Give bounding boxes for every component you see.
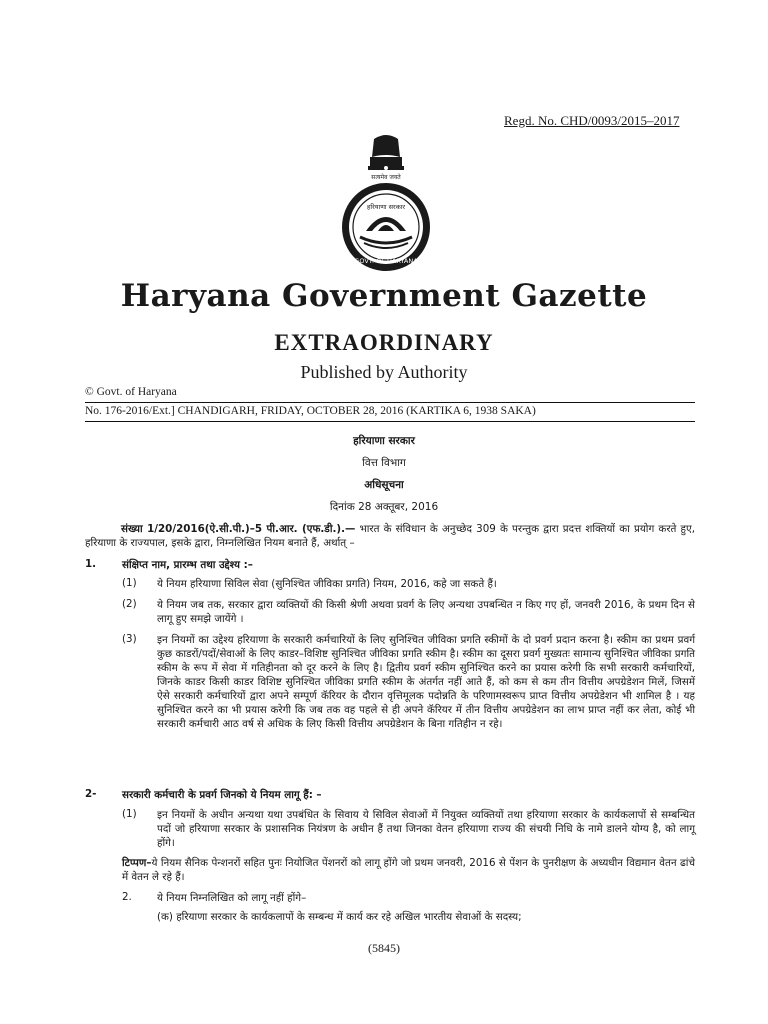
copyright-notice: © Govt. of Haryana [85,386,177,398]
note-paragraph [122,856,695,884]
ring-text: GOVT. OF HARYANA [354,257,418,265]
page-number: (5845) [368,941,400,955]
clause-2-2a-text: (क) हरियाणा सरकार के कार्यकलापों के सम्बन्ध में कार्य कर रहे अखिल भारतीय सेवाओं के सदस्य; [157,911,522,923]
gazette-title: Haryana Government Gazette [120,278,648,314]
clause-2-1-text: इन नियमों के अधीन अन्यथा यथा उपबंधित के सिवाय ये सिविल सेवाओं में नियुक्त व्यक्तियों तथा हरियाणा सरकार के कार्यकलापों से सम्बन्धित पदों जो हरियाणा सरकार के प्रशासनिक नियंत्रण के अधीन हैं तथा जिनका वेतन हरियाणा राज्य की संचयी निधि के नामे डालने योग्य है, को लागू होंगे। [157,809,695,849]
issue-number: No. 176-2016/Ext.] [85,405,175,417]
notification-heading: अधिसूचना [364,479,404,491]
divider-bottom [85,421,695,422]
note-label: टिप्पण– [122,857,152,869]
extraordinary-heading: EXTRAORDINARY [274,330,494,355]
registration-number: Regd. No. CHD/0093/2015–2017 [504,113,680,128]
seal-text: हरियाणा सरकार [366,203,406,211]
issue-line [85,405,695,417]
department-name: वित्त विभाग [362,457,406,469]
note-text: ये नियम सैनिक पेन्शनरों सहित पुनः नियोजित पेंशनरों को लागू होंगे जो प्रथम जनवरी, 2016 से पेंशन के पुनरीक्षण के अध्यधीन विद्यमान वेतन ढांचे में वेतन ले रहे हैं। [122,857,695,883]
notification-date: दिनांक 28 अक्तूबर, 2016 [329,501,439,513]
divider-top [85,402,695,403]
section-2-title: सरकारी कर्मचारी के प्रवर्ग जिनको ये नियम लागू हैं: – [122,789,322,801]
government-name: हरियाणा सरकार [353,435,415,447]
notification-reference: संख्या 1/20/2016(ऐ.सी.पी.)–5 पी.आर. (एफ.डी.).— [121,523,356,535]
motto-text: सत्यमेव जयते [371,174,401,181]
clause-2-2-number: 2. [122,891,132,903]
clause-2-1-number: (1) [122,808,137,820]
clause-1-3-number: (3) [122,633,137,645]
published-by-authority: Published by Authority [300,362,468,382]
clause-1-1-text: ये नियम हरियाणा सिविल सेवा (सुनिश्चित जीविका प्रगति) नियम, 2016, कहे जा सकते हैं। [157,578,497,590]
issue-place-date: CHANDIGARH, FRIDAY, OCTOBER 28, 2016 (KARTIKA 6, 1938 SAKA) [177,405,536,417]
section-2-number: 2- [85,788,97,800]
state-emblem-icon [330,133,442,273]
intro-text: भारत के संविधान के अनुच्छेद 309 के परन्तुक द्वारा प्रदत्त शक्तियों का प्रयोग करते हुए, हरियाणा के राज्यपाल, इसके द्वारा, निम्नलिखित नियम बनाते हैं, अर्थात् – [85,523,695,549]
clause-2-2-text: ये नियम निम्नलिखित को लागू नहीं होंगे– [157,892,307,904]
section-1-title: संक्षिप्त नाम, प्रारम्भ तथा उद्देश्य :– [122,559,253,571]
clause-1-3-text: इन नियमों का उद्देश्य हरियाणा के सरकारी कर्मचारियों के लिए सुनिश्चित जीविका प्रगति स्कीमों के दो प्रवर्ग प्रदान करना है। स्कीम का प्रथम प्रवर्ग कुछ काडरों/पदों/सेवाओं के लिए काडर–विशिष्ट सुनिश्चित जीविका प्रगति स्कीम है। स्कीम का दूसरा प्रवर्ग मुख्यतः सामान्य सुनिश्चित जीविका प्रगति स्कीम के रूप में सेवा में गतिहीनता को दूर करने के लिए है। द्वितीय प्रवर्ग स्कीम सुनिश्चित करने का प्रयास करेगी कि सभी सरकारी कर्मचारियों, जिनके काडर किसी काडर विशिष्ट सुनिश्चित जीविका प्रगति स्कीम के अंतर्गत नहीं आते हैं, को कम से कम तीन वित्तीय अपग्रेडेशन मिलें, जिसमें ऐसे सरकारी कर्मचारियों द्वारा अपने सम्पूर्ण कॅरियर के दौरान वृत्तिमूलक पदोन्नति के परिणामस्वरूप प्राप्त वित्तीय अपग्रेडेशन भी शामिल है । यह सुनिश्चित करने का भी प्रयास करेगी कि जब तक वह पहले से ही अपने कॅरियर में तीन वित्तीय अपग्रेडेशन का लाभ प्राप्त नहीं कर लेता, कोई भी सरकारी कर्मचारी आठ वर्ष से अधिक के लिए किसी वित्तीय अपग्रेडेशन के बिना गतिहीन न रहे। [157,634,695,730]
clause-1-2-number: (2) [122,598,137,610]
intro-paragraph [85,522,695,550]
section-1-number: 1. [85,558,97,570]
clause-1-1-number: (1) [122,577,137,589]
clause-1-2-text: ये नियम जब तक, सरकार द्वारा व्यक्तियों की किसी श्रेणी अथवा प्रवर्ग के लिए अन्यथा उपबन्धित न किए गए हों, जनवरी 2016, के प्रथम दिन से लागू हुए समझे जायेंगे । [157,599,695,625]
